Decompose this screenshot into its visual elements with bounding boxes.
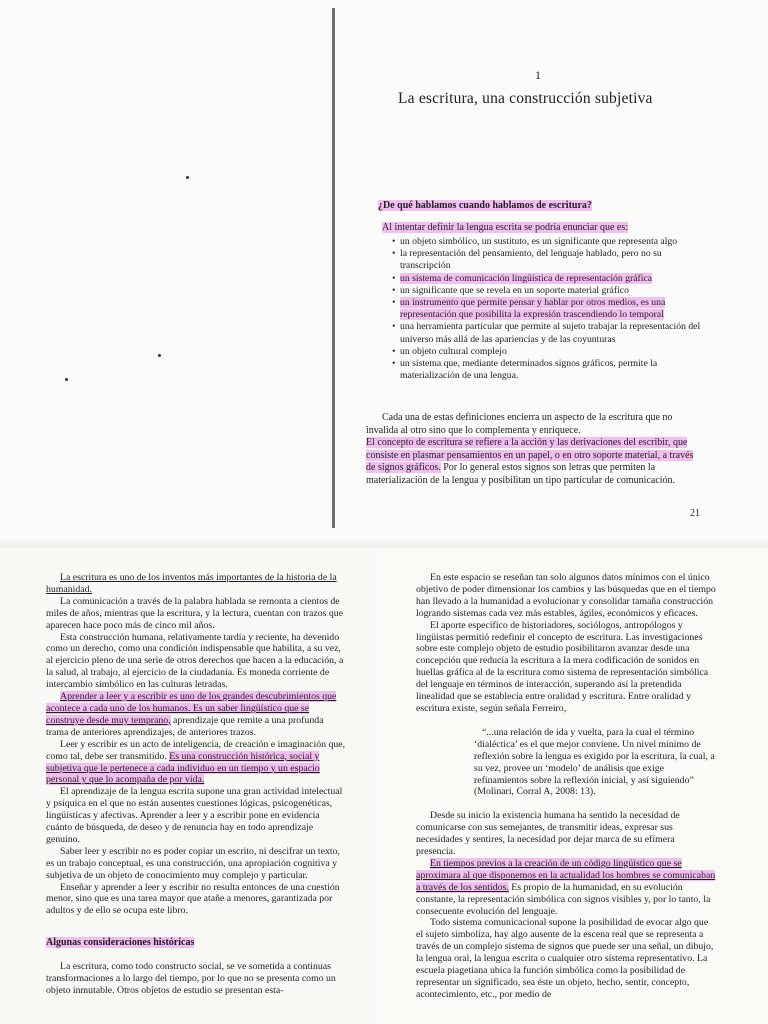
chapter-title: La escritura, una construcción subjetiva: [398, 90, 653, 107]
list-item: • la representación del pensamiento, del lenguaje hablado, pero no su transcripción: [392, 248, 662, 272]
list-item: • un objeto cultural complejo: [392, 345, 507, 357]
scan-speck: [65, 378, 68, 381]
block-quote: “...una relación de ida y vuelta, para la cual el término ‘dialéctica’ es el que mejor conviene. Un nivel mínimo de reflexión sobre la lengua es exigido por la escritura, la cual, a su vez, provee un ‘modelo’ de análisis que exige refinamientos sobre la reflexión inicial, y así siguiendo” (Molinari, Corral A, 2008: 13).: [474, 726, 715, 798]
body-paragraph: El aprendizaje de la lengua escrita supone una gran actividad intelectual y psíquica en el que no están ausentes cuestiones lógicas, psicogenéticas, lingüísticas y afectivas. Aprender a leer y a escribir pone en evidencia cuánto de búsqueda, de deseo y de renuncia hay en todo aprendizaje genuino.: [46, 786, 343, 845]
body-paragraph: La escritura, como todo constructo social, se ve sometida a continuas transformaciones a lo largo del tiempo, por lo que no se presenta como un objeto inmutable. Otros objetos de estudio se presentan esta-: [46, 961, 336, 996]
text-column: [416, 572, 716, 1001]
definitions-list: [392, 236, 712, 382]
body-paragraph: Todo sistema comunicacional supone la posibilidad de evocar algo que el sujeto simboliza, hay algo ausente de la escena real que se representa a través de un complejo sistema de signos que puede ser una señal, un dibujo, la lengua oral, la lengua escrita o cualquier otro sistema representativo. La escuela piagetiana ubica la función simbólica como la posibilidad de representar un significado, sea éste un objeto, hecho, sentir, concepto, acontecimiento, etc., por medio de: [416, 917, 714, 1000]
body-paragraph: Enseñar y aprender a leer y escribir no resulta entonces de una cuestión menor, sino que es una tarea mayor que atañe a menores, garantizada por adultos y de ello se ocupa este libro.: [46, 881, 340, 917]
scan-speck: [186, 176, 189, 179]
list-item: • un instrumento que permite pensar y hablar por otros medios, es una representación que posibilita la expresión trascendiendo lo temporal: [392, 297, 666, 321]
scan-gap: [0, 540, 768, 548]
list-item: • una herramienta particular que permite al sujeto trabajar la representación del universo más allá de las apariencias y de las coyunturas: [392, 321, 701, 345]
body-paragraph: El aporte específico de historiadores, sociólogos, antropólogos y lingüistas permitió redefinir el concepto de escritura. Las investigaciones sobre este complejo objeto de estudio posibilitaron avanzar desde una concepción que reducía la escritura a la mera codificación de sonidos en huellas gráfica al de la escritura como sistema de representación simbólica del lenguaje en términos de interacción, superando así la pretendida linealidad que se establecía entre oralidad y escritura. Entre oralidad y escritura existe, según señala Ferreiro,: [416, 619, 709, 714]
body-paragraph: En este espacio se reseñan tan solo algunos datos mínimos con el único objetivo de poder dimensionar los cambios y las búsquedas que en el tiempo han llevado a la humanidad a evolucionar y consolidar tamaña construcción logrando sistemas cada vez más estables, ágiles, económicos y eficaces.: [416, 572, 716, 619]
body-paragraph: Cada una de estas definiciones encierra un aspecto de la escritura que no invalida al otro sino que lo complementa y enriquece. El concepto de escritura se refiere a la acción y las derivaciones del escribir, que consiste en plasmar pensamientos en un papel, o en otro soporte material, a través de signos gráficos. Por lo general estos signos son letras que permiten la materialización de la lengua y posibilitan un tipo particular de comunicación.: [366, 412, 694, 486]
body-paragraph: En tiempos previos a la creación de un código lingüístico que se aproximara al que disponemos en la actualidad los hombres se comunicaban a través de los sentidos. Es propio de la humanidad, en su evolución constante, la representación simbólica con signos visibles y, por lo tanto, la consecuente evolución del lenguaje.: [416, 857, 716, 917]
bottom-left-book-page: [0, 548, 380, 1024]
list-item: • un sistema de comunicación lingüística de representación gráfica: [392, 272, 653, 284]
body-paragraph: La comunicación a través de la palabra hablada se remonta a cientos de miles de años, mientras que la escritura, y la lectura, cuentan con trazos que aparecen hace poco más de cinco mil años.: [46, 595, 344, 631]
chapter-number: 1: [535, 68, 541, 82]
body-paragraph: Leer y escribir es un acto de inteligencia, de creación e imaginación que, como tal, debe ser transmitido. Es una construcción histórica, social y subjetiva que le pertenece a cada individuo en un tiempo y un espacio personal y que lo acompaña de por vida.: [46, 738, 346, 786]
body-paragraph: Desde su inicio la existencia humana ha sentido la necesidad de comunicarse con sus semejantes, de transmitir ideas, expresar sus necesidades y sentires, la necesidad por dejar marca de su efímera presencia.: [416, 810, 680, 858]
body-paragraph: Aprender a leer y a escribir es uno de los grandes descubrimientos que acontece a cada uno de los humanos. Es un saber lingüístico que se construye desde muy temprano, aprendizaje que remite a una profunda trama de anteriores aprendizajes, de anteriores trazos.: [46, 691, 337, 738]
bottom-right-book-page: [384, 548, 768, 1024]
scan-speck: [158, 354, 161, 357]
section-heading: Algunas consideraciones históricas: [46, 937, 195, 949]
list-item: • un significante que se revela en un soporte material gráfico: [392, 284, 629, 296]
book-spine-shadow: [332, 8, 335, 528]
list-item: • un sistema que, mediante determinados signos gráficos, permite la materialización de una lengua.: [392, 358, 658, 382]
body-paragraph: La escritura es uno de los inventos más importantes de la historia de la humanidad.: [46, 572, 337, 595]
section-heading: ¿De qué hablamos cuando hablamos de escritura?: [378, 200, 592, 211]
page-number: 21: [690, 508, 700, 519]
list-item: • un objeto simbólico, un sustituto, es un significante que representa algo: [392, 236, 678, 247]
text-column: [46, 572, 348, 997]
definitions-intro: Al intentar definir la lengua escrita se podría enunciar que es:: [382, 222, 629, 233]
body-paragraph: Saber leer y escribir no es poder copiar un escrito, ni descifrar un texto, es un trabajo conceptual, es una construcción, una apropiación cognitiva y subjetiva de un objeto de conocimiento muy complejo y particular.: [46, 845, 340, 881]
body-paragraph: Esta construcción humana, relativamente tardía y reciente, ha devenido como un derecho, como una condición indispensable que habilita, a su vez, al ejercicio pleno de una serie de otros derechos que hacen a la educación, a la salud, al trabajo, al ejercicio de la ciudadanía. Es moneda corriente de intercambio simbólico en las culturas letradas.: [46, 631, 344, 691]
